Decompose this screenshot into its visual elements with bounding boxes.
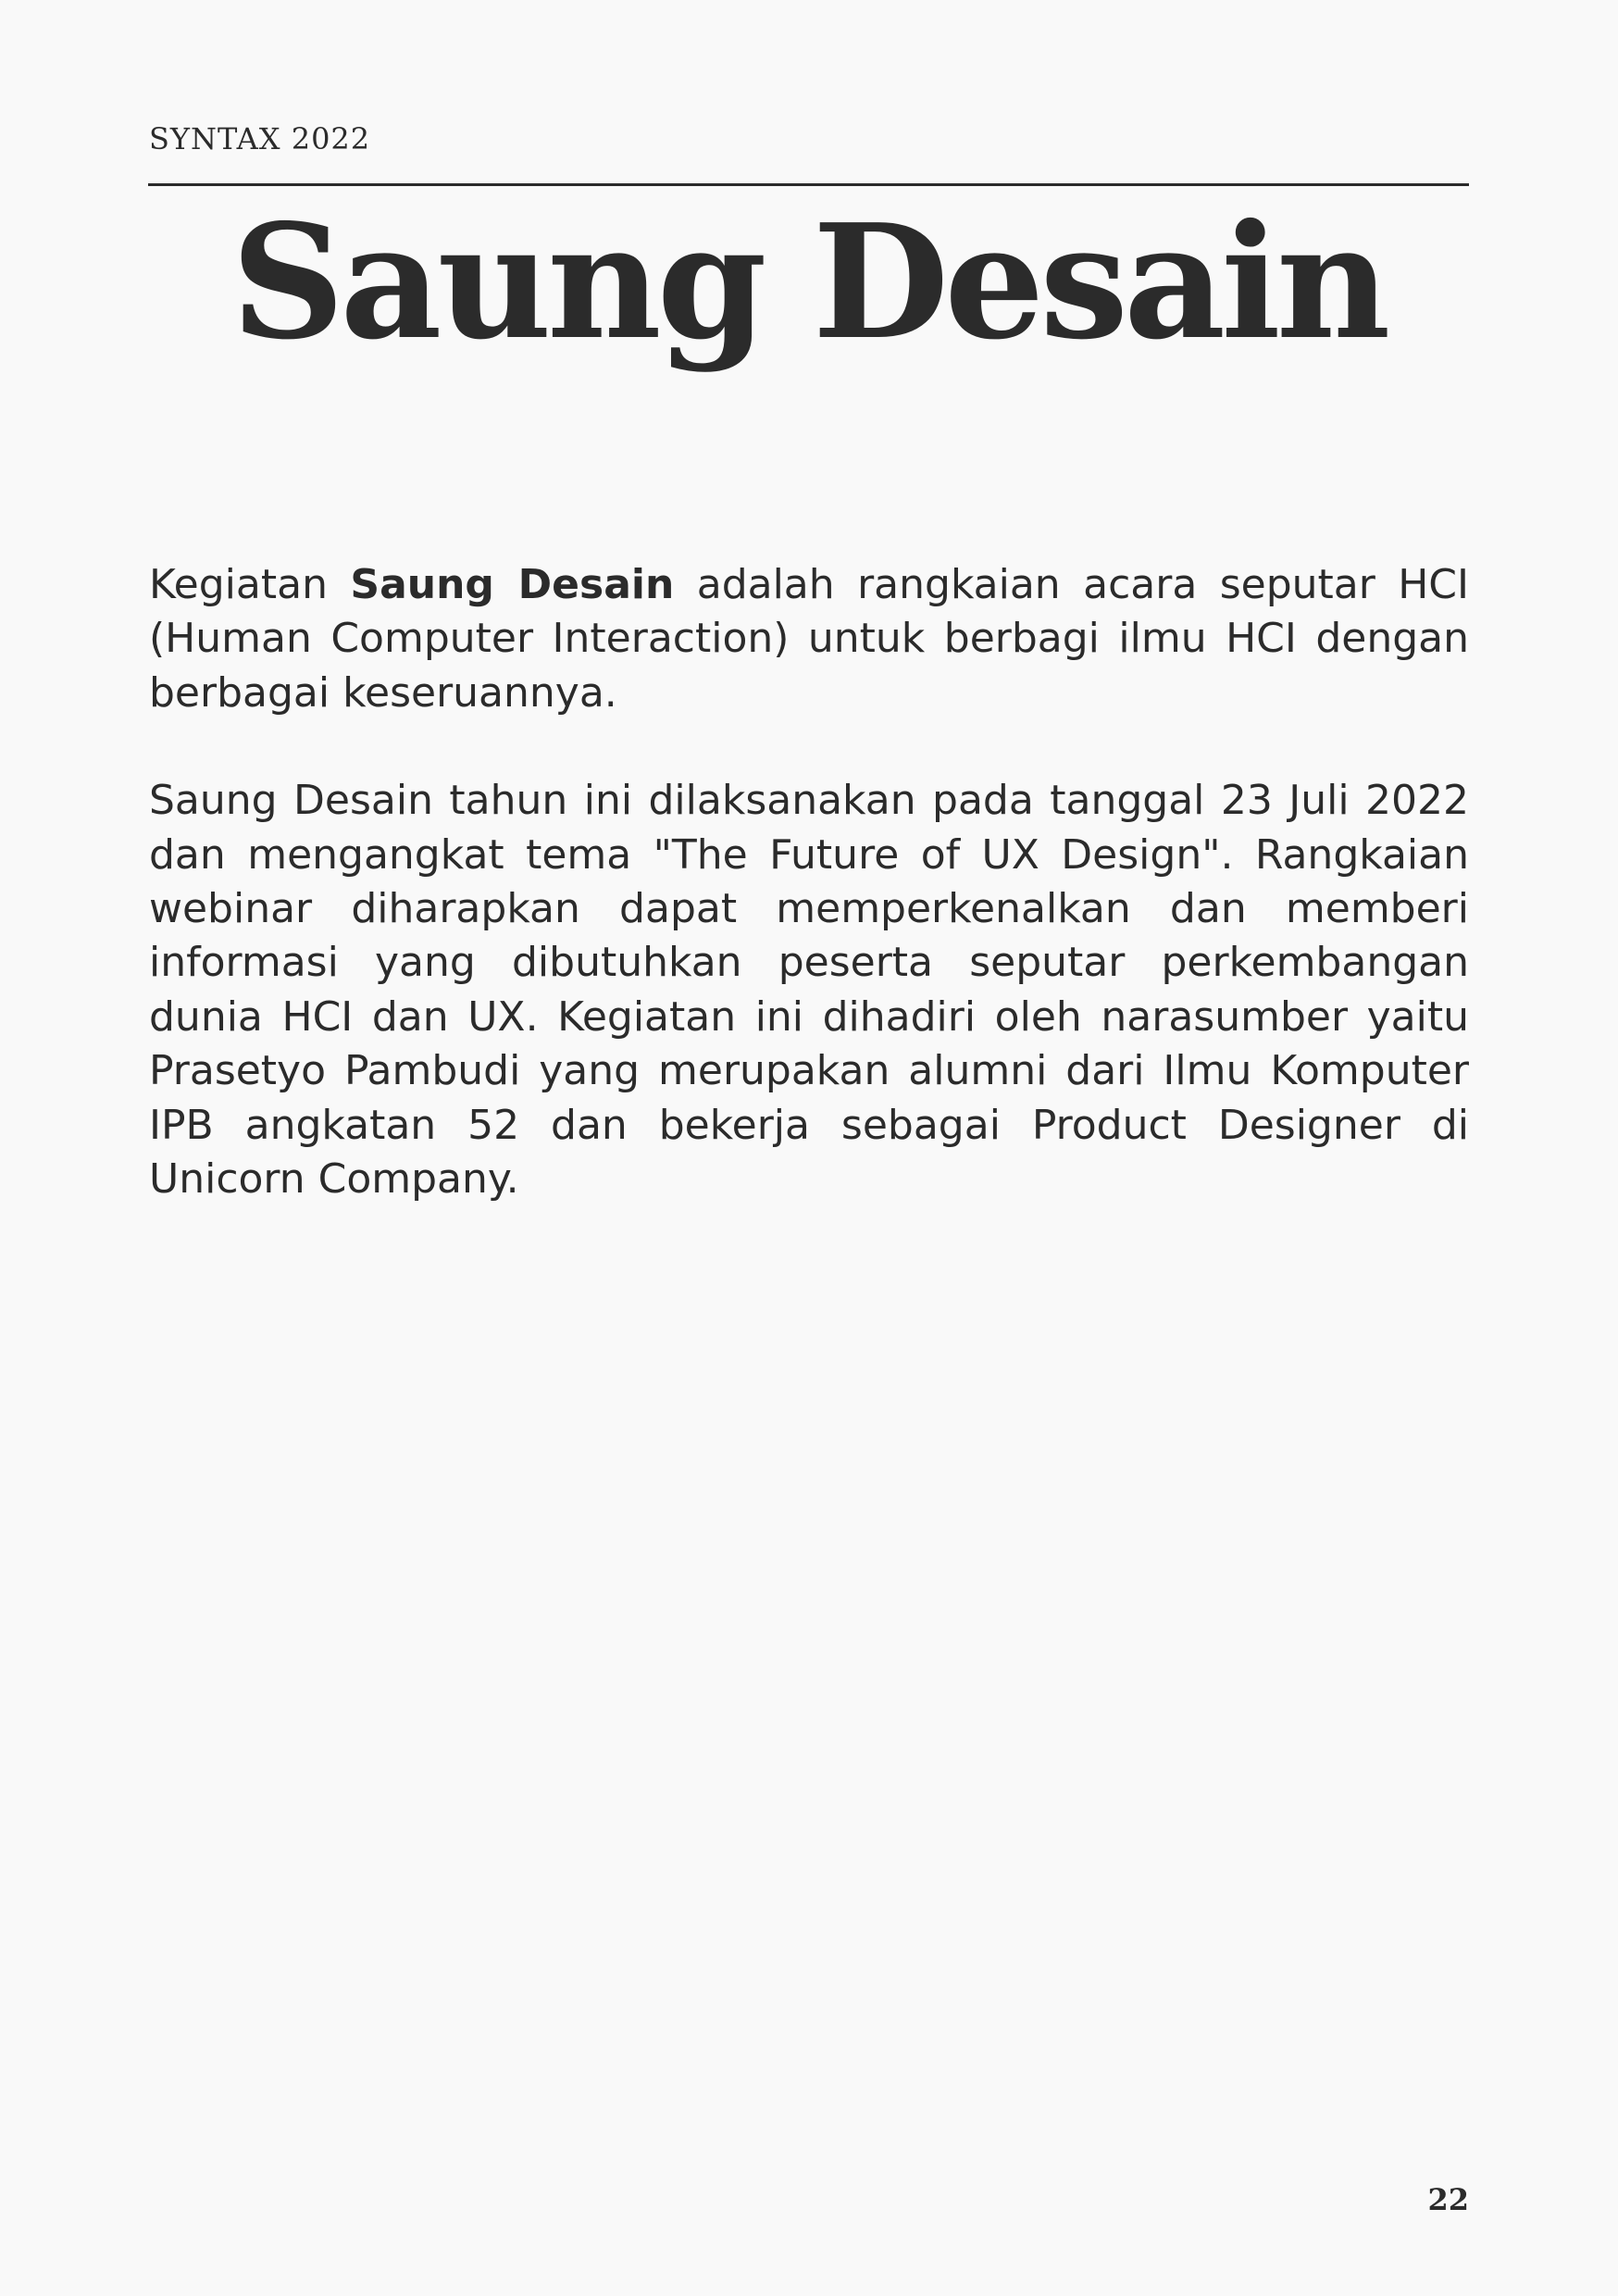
page-number: 22: [1427, 2182, 1469, 2217]
article-body: [149, 558, 1469, 1260]
page-title: Saung Desain: [230, 190, 1387, 375]
intro-rest: adalah rangkaian acara seputar HCI (Human Computer Interaction) untuk berbagi ilmu HCI dengan berbagai keseruannya.: [149, 561, 1470, 717]
publication-label: SYNTAX 2022: [149, 121, 371, 156]
intro-lead: Kegiatan: [149, 561, 351, 608]
header-divider: [148, 183, 1469, 186]
intro-bold-term: Saung Desain: [350, 561, 675, 608]
intro-paragraph: [149, 558, 1469, 720]
detail-paragraph: Saung Desain tahun ini dilaksanakan pada tanggal 23 Juli 2022 dan mengangkat tema "The Future of UX Design". Rangkaian webinar diharapkan dapat memperkenalkan dan memberi informasi yang dibutuhkan peserta seputar perkembangan dunia HCI dan UX. Kegiatan ini dihadiri oleh narasumber yaitu Prasetyo Pambudi yang merupakan alumni dari Ilmu Komputer IPB angkatan 52 dan bekerja sebagai Product Designer di Unicorn Company.: [149, 777, 1469, 1204]
